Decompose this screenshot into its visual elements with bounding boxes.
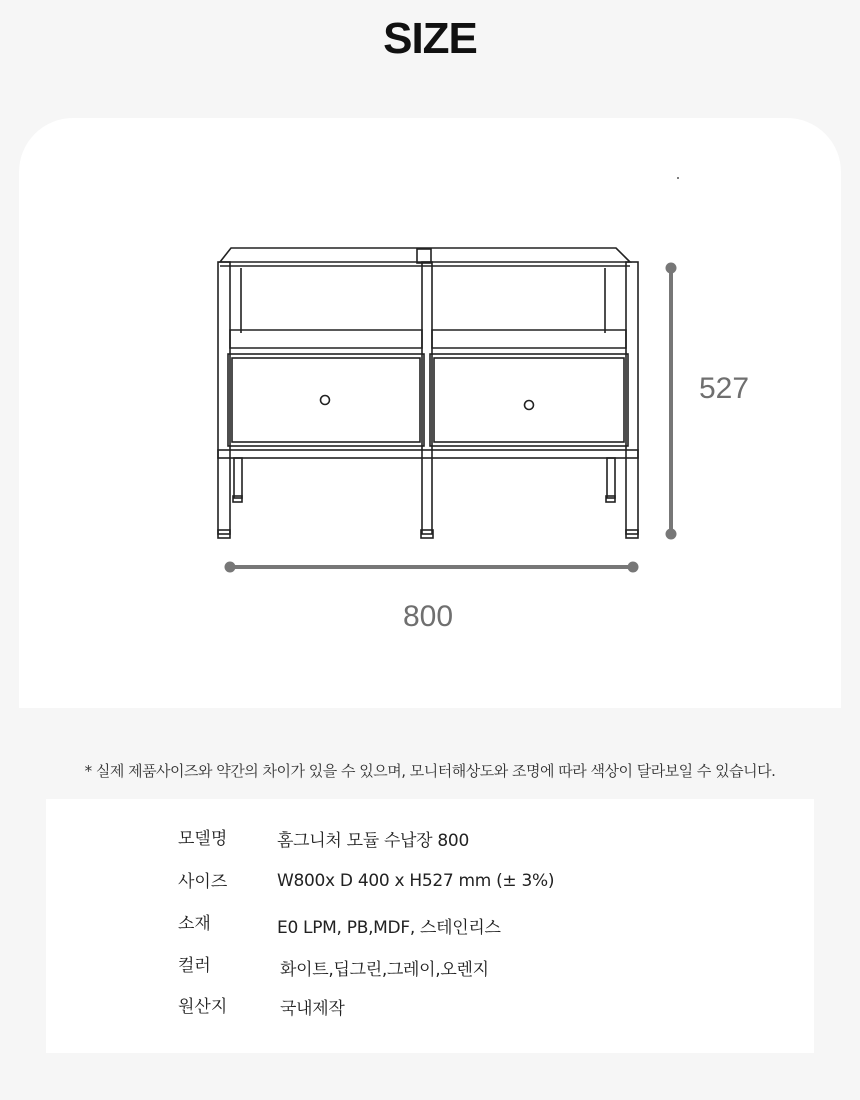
spec-label: 컬러: [178, 956, 211, 976]
spec-row-origin: [46, 992, 814, 1022]
spec-row-material: [46, 909, 814, 939]
disclaimer-text: * 실제 제품사이즈와 약간의 차이가 있을 수 있으며, 모니터해상도와 조명에 따라 색상이 달라보일 수 있습니다.: [84, 762, 776, 780]
spec-row-color: [46, 951, 814, 981]
size-diagram-card: [19, 118, 841, 708]
width-dimension-line: [225, 562, 639, 573]
spec-value: W800x D 400 x H527 mm (± 3%): [277, 871, 555, 891]
page-title: SIZE: [383, 14, 477, 63]
spec-value: 홈그니처 모듈 수납장 800: [277, 831, 469, 851]
height-dimension-line: [666, 263, 677, 540]
spec-value: E0 LPM, PB,MDF, 스테인리스: [277, 918, 501, 938]
spec-label: 원산지: [178, 997, 228, 1017]
spec-value: 화이트,딥그린,그레이,오렌지: [280, 960, 489, 980]
width-label: 800: [403, 600, 454, 633]
spec-label: 모델명: [178, 829, 228, 849]
spec-row-size: [46, 867, 814, 897]
spec-table: [46, 799, 814, 1053]
spec-value: 국내제작: [280, 999, 345, 1019]
spec-label: 사이즈: [178, 872, 228, 892]
height-label: 527: [699, 372, 750, 405]
spec-label: 소재: [178, 914, 211, 934]
spec-row-model: [46, 824, 814, 854]
